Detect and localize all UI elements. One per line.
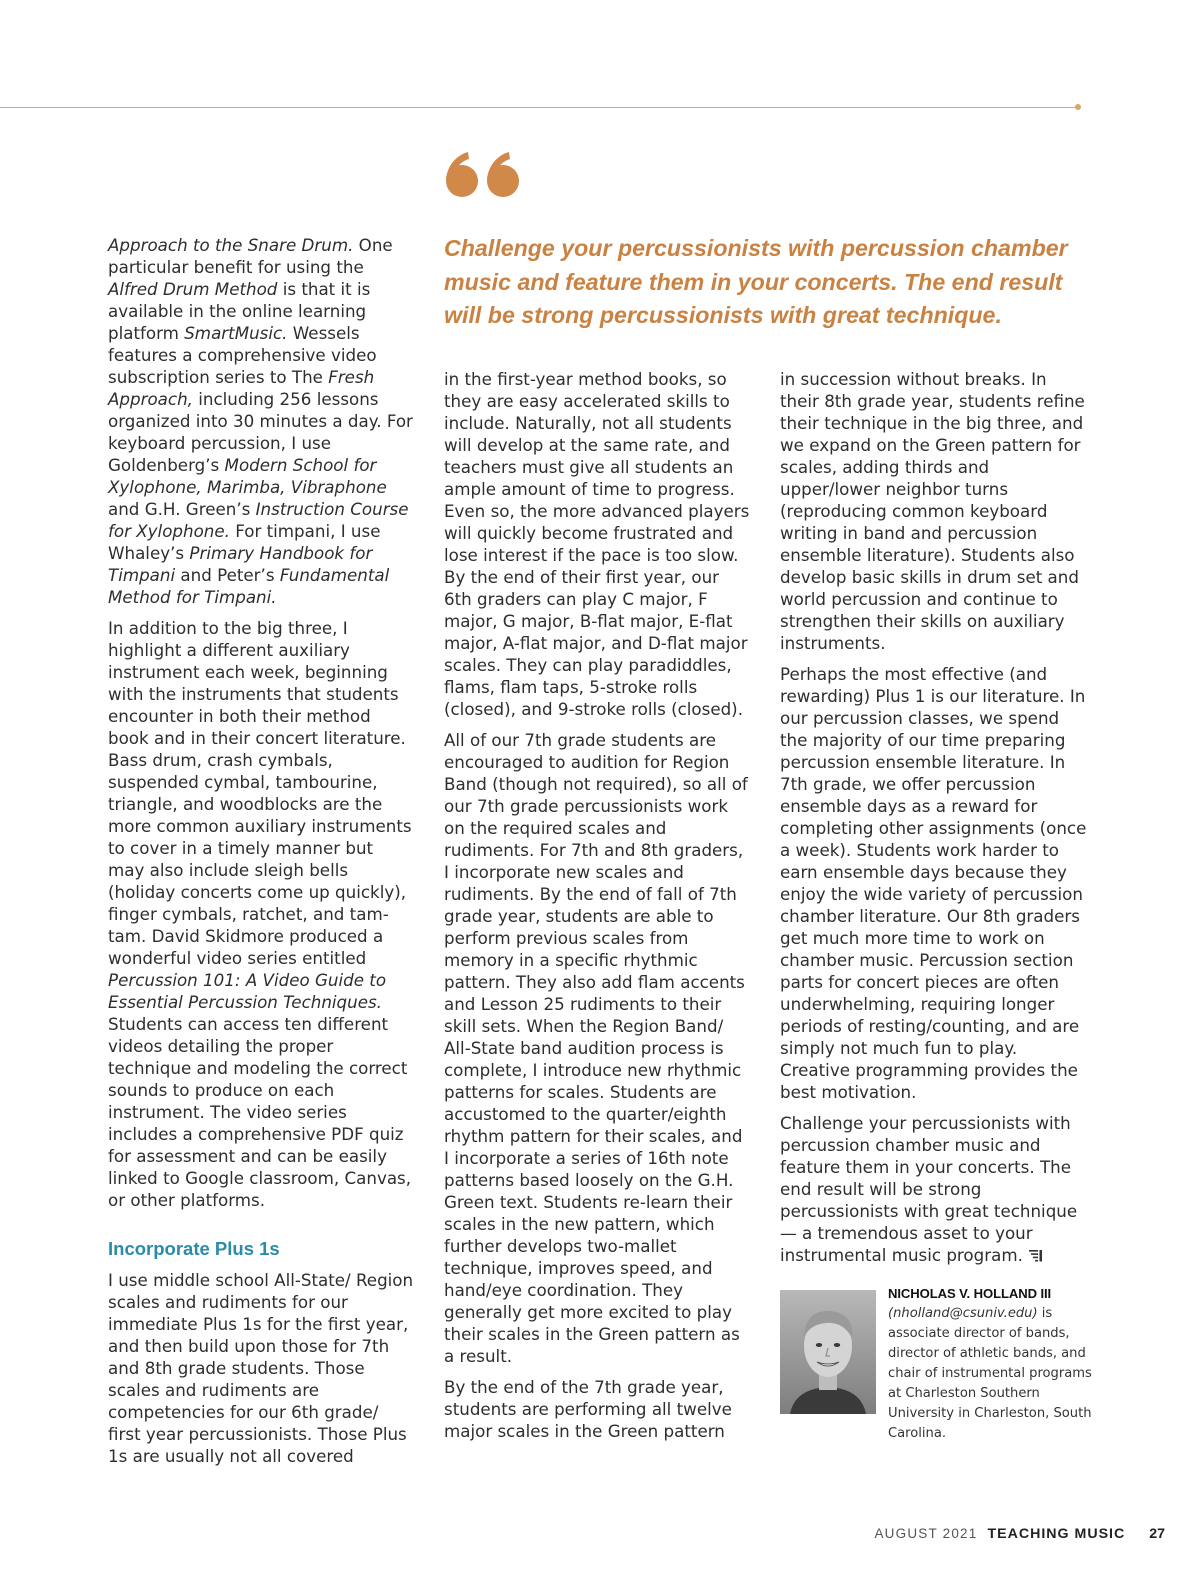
italic-title: Approach to the Snare Drum.	[108, 235, 354, 255]
paragraph: By the end of the 7th grade year, students are performing all twelve major scales in the Green pattern	[444, 1377, 732, 1441]
top-rule	[0, 107, 1076, 108]
end-of-article-icon	[1029, 1250, 1043, 1262]
paragraph: in the first-year method books, so they are easy accelerated skills to include. Naturally, not all students will develop at the same rate, and teachers must give all students an ample amount of time to progress. Even so, the more advanced players will quickly become frustrated and lose interest if the pace is too slow. By the end of their first year, our 6th graders can play C major, F major, G major, B-flat major, E-flat major, A-flat major, and D-flat major scales. They can play paradiddles, flams, flam taps, 5-stroke rolls (closed), and 9-stroke rolls (closed).	[444, 369, 750, 719]
italic-title: Primary Handbook for Timpani	[108, 543, 373, 585]
paragraph	[108, 234, 414, 608]
italic-title: Fundamental Method for Timpani.	[108, 565, 390, 607]
author-photo	[780, 1290, 876, 1414]
italic-title: Percussion 101: A Video Guide to Essential Percussion Techniques.	[108, 970, 387, 1012]
italic-title: SmartMusic.	[184, 323, 288, 343]
quote-mark-icon	[444, 148, 524, 198]
paragraph: in succession without breaks. In their 8th grade year, students refine their technique in the big three, and we expand on the Green pattern for scales, adding thirds and upper/lower neighbor turns (reproducing common keyboard writing in band and percussion ensemble literature). Students also develop basic skills in drum set and world percussion and continue to strengthen their skills on auxiliary instruments.	[780, 369, 1085, 653]
rule-end-dot	[1075, 104, 1081, 110]
article-column-1	[108, 234, 414, 1476]
page-number: 27	[1149, 1526, 1165, 1542]
text-run: One particular benefit for using the	[108, 235, 393, 277]
text-run: including 256 lessons organized into 30 minutes a day. For keyboard percussion, I use Goldenberg’s	[108, 389, 413, 475]
paragraph: All of our 7th grade students are encouraged to audition for Region Band (though not required), so all of our 7th grade percussionists work on the required scales and rudiments. For 7th and 8th graders, I incorporate new scales and rudiments. By the end of fall of 7th grade year, students are able to perform previous scales from memory in a specific rhythmic pattern. They also add flam accents and Lesson 25 rudiments to their skill sets. When the Region Band/ All-State band audition process is complete, I introduce new rhythmic patterns for scales. Students are accustomed to the quarter/eighth rhythm pattern for their scales, and I incorporate a series of 16th note patterns based loosely on the G.H. Green text. Students re-learn their scales in the new pattern, which further develops two-mallet technique, improves speed, and hand/eye coordination. They generally get more excited to play their scales in the Green pattern as a result.	[444, 730, 748, 1366]
paragraph	[108, 1269, 414, 1467]
italic-title: Alfred Drum Method	[108, 279, 278, 299]
text-run: is that it is available in the online learning platform	[108, 279, 371, 343]
paragraph: Perhaps the most effective (and rewarding) Plus 1 is our literature. In our percussion classes, we spend the majority of our time preparing percussion ensemble literature. In 7th grade, we offer percussion ensemble days as a reward for completing other assignments (once a week). Students work harder to earn ensemble days because they enjoy the wide variety of percussion chamber literature. Our 8th graders get much more time to work on chamber music. Percussion section parts for concert pieces are often underwhelming, requiring longer periods of resting/counting, and are simply not much fun to play. Creative programming provides the best motivation.	[780, 664, 1087, 1102]
author-email: (nholland@csuniv.edu)	[888, 1306, 1038, 1321]
author-portrait-image	[780, 1290, 876, 1414]
text-run: I use middle school All-State/ Region scales and rudiments for our immediate Plus 1s for the first year, and then build upon those for 7th and 8th grade students. Those scales and rudiments are competencies for our 6th grade/ first year percussionists. Those Plus 1s are usually not all covered	[108, 1270, 414, 1466]
paragraph	[108, 617, 414, 1211]
text-run: In addition to the big three, I highlight a different auxiliary instrument each week, beginning with the instruments that students encounter in both their method book and in their concert literature. Bass drum, crash cymbals, suspended cymbal, tambourine, triangle, and woodblocks are the more common auxiliary instruments to cover in a timely manner but may also include sleigh bells (holiday concerts come up quickly), finger cymbals, ratchet, and tam-tam. David Skidmore produced a wonderful video series entitled	[108, 618, 412, 968]
issue-date: AUGUST 2021	[874, 1526, 978, 1541]
magazine-title: TEACHING MUSIC	[987, 1526, 1126, 1542]
author-description	[888, 1304, 1093, 1444]
italic-title: Instruction Course for Xylophone.	[108, 499, 409, 541]
author-bio	[888, 1284, 1093, 1444]
text-run: Students can access ten different videos detailing the proper technique and modeling the correct sounds to produce on each instrument. The video series includes a comprehensive PDF quiz for assessment and can be easily linked to Google classroom, Canvas, or other platforms.	[108, 1014, 412, 1210]
author-bio-text: is associate director of bands, director of athletic bands, and chair of instrumental programs at Charleston Southern University in Charleston, South Carolina.	[888, 1306, 1092, 1441]
author-name: NICHOLAS V. HOLLAND III	[888, 1286, 1052, 1301]
article-column-3	[780, 368, 1090, 1275]
text-run: and Peter’s	[175, 565, 280, 585]
italic-title: Fresh Approach,	[108, 367, 375, 409]
paragraph-final	[780, 1112, 1090, 1266]
paragraph-text: Challenge your percussionists with percussion chamber music and feature them in your concerts. The end result will be strong percussionists with great technique — a tremendous asset to your instrumental music program.	[780, 1113, 1078, 1265]
text-run: and G.H. Green’s	[108, 499, 256, 519]
pull-quote: Challenge your percussionists with percussion chamber music and feature them in your concerts. The end result will be strong percussionists with great technique.	[444, 235, 1068, 328]
section-heading: Incorporate Plus 1s	[108, 1238, 280, 1259]
article-column-2	[444, 368, 752, 1451]
page-footer	[780, 1525, 1165, 1543]
italic-title: Modern School for Xylophone, Marimba, Vibraphone	[108, 455, 387, 497]
text-run: Wessels features a comprehensive video subscription series to The	[108, 323, 377, 387]
text-run: For timpani, I use Whaley’s	[108, 521, 381, 563]
